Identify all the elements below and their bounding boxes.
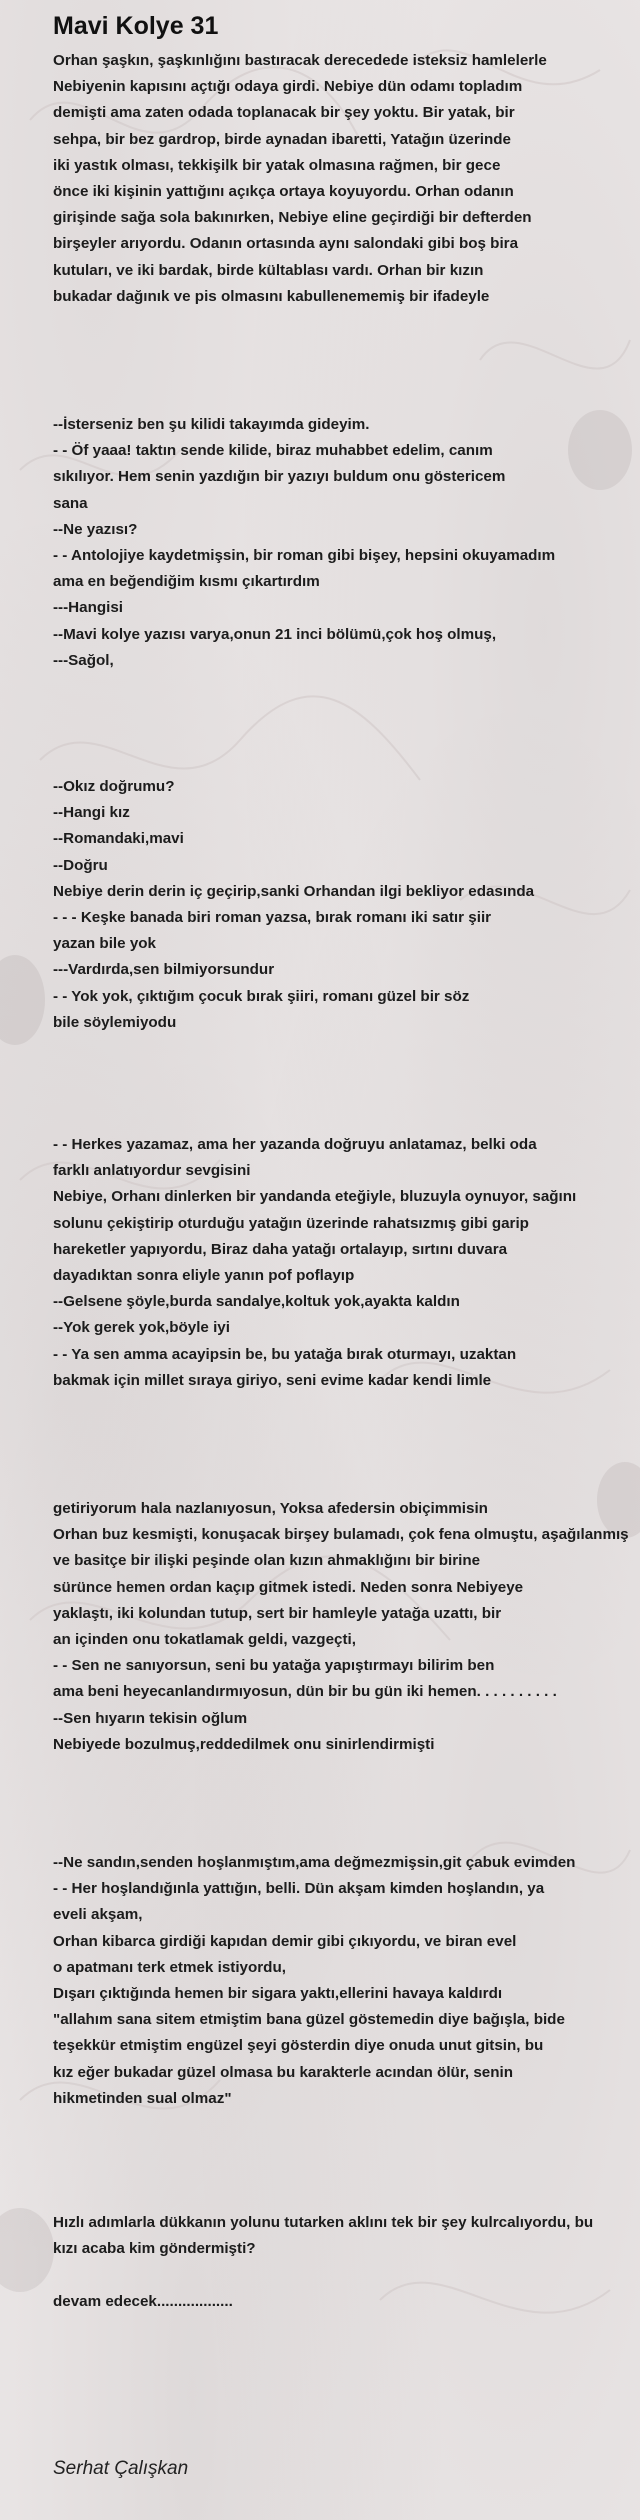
poem-line: bakmak için millet sıraya giriyo, seni evime kadar kendi limle — [53, 1371, 492, 1389]
poem-line: eveli akşam, — [53, 1906, 143, 1924]
poem-line: ama beni heyecanlandırmıyosun, dün bir bu gün iki hemen. . . . . . . . . . — [53, 1683, 557, 1701]
poem-line: hikmetinden sual olmaz" — [53, 2089, 232, 2107]
poem-line: iki yastık olması, tekkişilk bir yatak olmasına rağmen, bir gece — [53, 156, 501, 174]
poem-line: Nebiyede bozulmuş,reddedilmek onu sinirlendirmişti — [53, 1735, 435, 1753]
poem-line: Nebiyenin kapısını açtığı odaya girdi. Nebiye dün odamı topladım — [53, 78, 523, 96]
poem-line: --Hangi kız — [53, 804, 130, 822]
poem-line: --Ne sandın,senden hoşlanmıştım,ama değmezmişsin,git çabuk evimden — [53, 1854, 576, 1871]
poem-line: kız eğer bukadar güzel olmasa bu karakterle acından ölür, senin — [53, 2063, 514, 2081]
poem-line: an içinden onu tokatlamak geldi, vazgeçti, — [53, 1631, 356, 1649]
poem-stanza-3 — [53, 774, 534, 1036]
poem-line: --Ne yazısı? — [53, 520, 138, 538]
poem-line: - - - Keşke banada biri roman yazsa, bırak romanı iki satır şiir — [53, 909, 492, 927]
poem-line: --Mavi kolye yazısı varya,onun 21 inci bölümü,çok hoş olmuş, — [53, 625, 497, 643]
poem-line: --Yok gerek yok,böyle iyi — [53, 1319, 230, 1337]
poem-line: yazan bile yok — [53, 935, 156, 953]
poem-line: o apatmanı terk etmek istiyordu, — [53, 1958, 286, 1976]
poem-stanza-2 — [53, 412, 555, 674]
poem-line: ---Hangisi — [53, 599, 124, 617]
poem-line: Hızlı adımlarla dükkanın yolunu tutarken aklını tek bir şey kulrcalıyordu, bu — [53, 2214, 594, 2231]
poem-line: - - Sen ne sanıyorsun, seni bu yatağa yapıştırmayı bilirim ben — [53, 1657, 495, 1675]
poem-line: --Sen hıyarın tekisin oğlum — [53, 1709, 248, 1727]
poem-line: teşekkür etmiştim engüzel şeyi gösterdin diye onuda unut gitsin, bu — [53, 2037, 544, 2055]
poem-line: girişinde sağa sola bakınırken, Nebiye eline geçirdiği bir defterden — [53, 209, 532, 227]
poem-line: hareketler yapıyordu, Biraz daha yatağı ortalayıp, sırtını duvara — [53, 1240, 508, 1258]
poem-line: Orhan şaşkın, şaşkınlığını bastıracak derecedede isteksiz hamlelerle — [53, 52, 547, 69]
poem-line: --Okız doğrumu? — [53, 778, 175, 795]
poem-line: "allahım sana sitem etmiştim bana güzel göstemedin diye bağışla, bide — [53, 2011, 565, 2029]
poem-line: Orhan kibarca girdiği kapıdan demir gibi çıkıyordu, ve biran evel — [53, 1932, 517, 1950]
poem-line: dayadıktan sonra eliyle yanın pof poflayıp — [53, 1267, 355, 1285]
poem-line: Nebiye derin derin iç geçirip,sanki Orhandan ilgi bekliyor edasında — [53, 882, 535, 900]
poem-line: - - Herkes yazamaz, ama her yazanda doğruyu anlatamaz, belki oda — [53, 1136, 537, 1153]
poem-stanza-5 — [53, 1496, 629, 1758]
poem-line: getiriyorum hala nazlanıyosun, Yoksa afedersin obiçimmisin — [53, 1500, 488, 1517]
poem-line: --Romandaki,mavi — [53, 830, 184, 848]
poem-line — [53, 2262, 593, 2288]
poem-line: - - Her hoşlandığınla yattığın, belli. Dün akşam kimden hoşlandın, ya — [53, 1880, 545, 1898]
poem-line: yaklaştı, iki kolundan tutup, sert bir hamleyle yatağa uzattı, bir — [53, 1604, 502, 1622]
poem-stanza-4 — [53, 1132, 576, 1394]
poem-line: - - Yok yok, çıktığım çocuk bırak şiiri, romanı güzel bir söz — [53, 987, 470, 1005]
poem-line: --İsterseniz ben şu kilidi takayımda gideyim. — [53, 416, 370, 433]
poem-author: Serhat Çalışkan — [53, 2458, 189, 2479]
poem-line: solunu çekiştirip oturduğu yatağın üzerinde rahatsızmış gibi garip — [53, 1214, 529, 1232]
poem-line: - - Öf yaaa! taktın sende kilide, biraz muhabbet edelim, canım — [53, 442, 493, 460]
poem-line: birşeyler arıyordu. Odanın ortasında aynı salondaki gibi boş bira — [53, 235, 519, 253]
poem-line: önce iki kişinin yattığını açıkça ortaya koyuyordu. Orhan odanın — [53, 183, 514, 201]
poem-line: bile söylemiyodu — [53, 1013, 177, 1031]
poem-line: sana — [53, 494, 88, 512]
poem-line: - - Antolojiye kaydetmişsin, bir roman gibi bişey, hepsini okuyamadım — [53, 547, 556, 565]
poem-line: ---Sağol, — [53, 651, 114, 669]
poem-line: Orhan buz kesmişti, konuşacak birşey bulamadı, çok fena olmuştu, aşağılanmış — [53, 1526, 629, 1544]
poem-stanza-7 — [53, 2210, 593, 2315]
poem-stanza-1 — [53, 48, 547, 310]
poem-line: demişti ama zaten odada toplanacak bir şey yoktu. Bir yatak, bir — [53, 104, 515, 122]
poem-continuation-note: devam edecek.................. — [53, 2292, 233, 2310]
poem-line: sehpa, bir bez gardrop, birde aynadan ibaretti, Yatağın üzerinde — [53, 130, 511, 148]
poem-line: --Gelsene şöyle,burda sandalye,koltuk yok,ayakta kaldın — [53, 1293, 460, 1311]
poem-line: ama en beğendiğim kısmı çıkartırdım — [53, 573, 320, 591]
poem-line: Dışarı çıktığında hemen bir sigara yaktı,ellerini havaya kaldırdı — [53, 1985, 503, 2003]
poem-line: kızı acaba kim göndermişti? — [53, 2240, 256, 2258]
poem-title: Mavi Kolye 31 — [53, 12, 219, 40]
poem-stanza-6 — [53, 1850, 575, 2112]
poem-line: - - Ya sen amma acayipsin be, bu yatağa bırak oturmayı, uzaktan — [53, 1345, 517, 1363]
poem-line: sıkılıyor. Hem senin yazdığın bir yazıyı buldum onu göstericem — [53, 468, 506, 486]
poem-line: ---Vardırda,sen bilmiyorsundur — [53, 961, 275, 979]
poem-line: sürünce hemen ordan kaçıp gitmek istedi. Neden sonra Nebiyeye — [53, 1578, 524, 1596]
poem-line: Nebiye, Orhanı dinlerken bir yandanda eteğiyle, bluzuyla oynuyor, sağını — [53, 1188, 577, 1206]
poem-line: kutuları, ve iki bardak, birde kültablası vardı. Orhan bir kızın — [53, 261, 484, 279]
poem-line: --Doğru — [53, 856, 108, 874]
poem-line: bukadar dağınık ve pis olmasını kabullenememiş bir ifadeyle — [53, 287, 490, 305]
poem-line: ve basitçe bir ilişki peşinde olan kızın ahmaklığını bir birine — [53, 1552, 481, 1570]
poem-line: farklı anlatıyordur sevgisini — [53, 1162, 251, 1180]
